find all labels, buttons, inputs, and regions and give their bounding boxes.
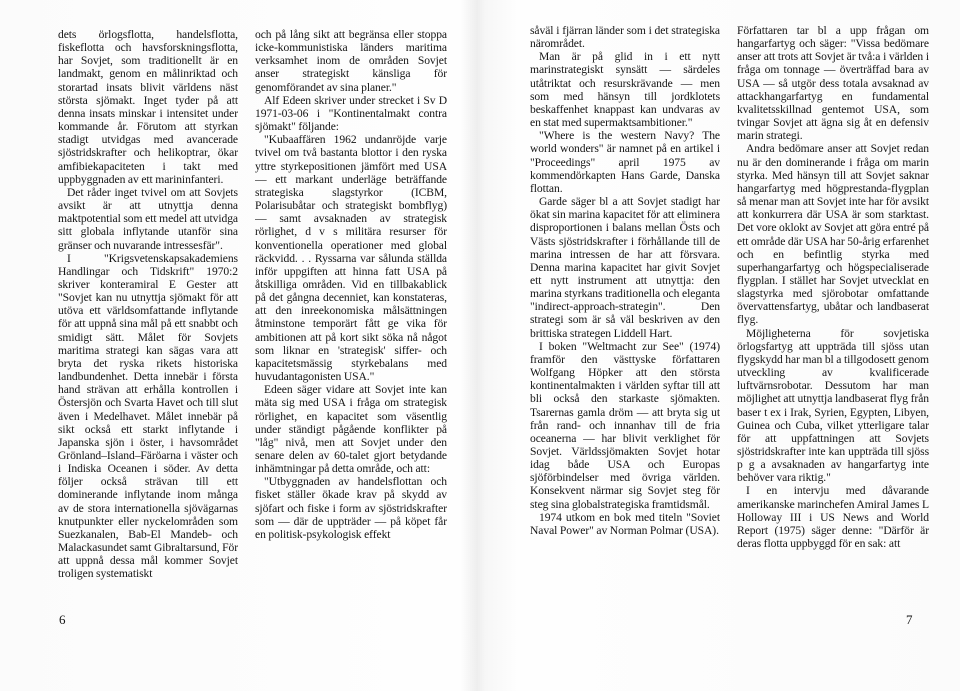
paragraph: Möjligheterna för sovjetiska örlogsfartyg att uppträda till sjöss utan flygskydd har man bl a tillgodosett genom utveckling av kvalificerade luftvärnsrobotar. Dessutom har man möjlighet att utnyttja landbaserat flyg från baser t ex i Irak, Syrien, Egypten, Libyen, Guinea och Cuba, vilket ytterligare talar för att uppfattningen att Sovjets sjöstridskrafter inte kan uppträda till sjöss p g a avsaknaden av hangarfartyg inte behöver vara riktig." [737,326,929,485]
paragraph: Författaren tar bl a upp frågan om hangarfartyg och säger: "Vissa bedömare anser att trots att Sovjet är två:a i världen i fråga om tonnage — överträffad bara av USA — så utgör dess totala avsaknad av attackhangarfartyg en fundamental kvalitetsskillnad gentemot USA, som tvingar Sovjet att ägna sig åt en defensiv marin strategi. [737,24,929,143]
left-page-column-1 [58,28,238,618]
right-page-column-2 [737,24,929,614]
page-number: 6 [59,612,66,627]
paragraph: "Kubaaffären 1962 undanröjde varje tvivel om två bastanta blottor i den ryska yttre styrkepositionen jämfört med USA — ett markant underläge beträffande strategiska slagstyrkor (ICBM, Polarisubåtar och strategiskt bombflyg) — samt avsaknaden av strategisk rörlighet, d v s militära resurser för konventionella operationer med global räckvidd. . . Ryssarna var sålunda ställda inför uppgiften att hinna fatt USA på åtskilliga områden. Vid en tillbakablick på det gångna decenniet, kan konstateras, att den inreekonomiska målsättningen åtminstone temporärt fått ge vika för ambitionen att på kort sikt söka nå något som liknar en 'strategisk' siffer- och kapacitetsmässig styrkebalans med huvudantagonisten USA." [255,133,447,384]
page-number: 7 [906,612,913,627]
paragraph: Det råder inget tvivel om att Sovjets avsikt är att utnyttja denna maktpotential som ett medel att utvidga sitt globala inflytande utanför sina gränser och nuvarande intressesfär". [58,185,238,252]
paragraph: "Utbyggnaden av handelsflottan och fisket ställer ökade krav på skydd av sjöfart och fiske i form av sjöstridskrafter som — där de uppträder — på köpet får en politisk-psykologisk effekt [255,475,447,541]
paragraph: Alf Edeen skriver under strecket i Sv D 1971-03-06 i "Kontinentalmakt contra sjömakt" följande: [255,93,447,134]
paragraph: I "Krigsvetenskapsakademiens Handlingar och Tidskrift" 1970:2 skriver konteramiral E Gester att "Sovjet kan nu utnyttja sjömakt för att utöva ett världsomfattande inflytande för att uppnå sina mål på ett snabbt och smidigt sätt. Målet för Sovjets maritima strategi kan sägas vara att bryta det ryska rikets historiska landbundenhet. Detta innebär i första hand strävan att erhålla kontrollen i Östersjön och Svarta Havet och till slut även i Medelhavet. Målet innebär på sikt också ett starkt inflytande i Japanska sjön i öster, i havsområdet Grönland–Island–Färöarna i väster och i Indiska Oceanen i söder. Av detta följer också strävan till ett dominerande inflytande inom många av de stora internationella sjövägarnas knutpunkter eller nyckelområden som Suezkanalen, Bab-El Mandeb- och Malackasundet samt Gibraltarsund, För att uppnå dessa mål kommer Sovjet troligen systematiskt [58,251,238,581]
paragraph: Andra bedömare anser att Sovjet redan nu är den dominerande i fråga om marin styrka. Med hänsyn till att Sovjet saknar hangarfartyg med högprestanda-flygplan så menar man att Sovjet inte har för avsikt att konkurrera där USA är som starktast. Det vore oklokt av Sovjet att göra entré på ett område där USA har 50-årig erfarenhet och en befintlig styrka med superhangarfartyg och högspecialiserade flygplan. I stället har Sovjet utvecklat en slagstyrka med sjörobotar omfattande övervattensfartyg, ubåtar och landbaserat flyg. [737,142,929,327]
paragraph: Garde säger bl a att Sovjet stadigt har ökat sin marina kapacitet för att eliminera disproportionen i balans mellan Östs och Västs sjöstridskrafter i förhållande till de marina intressen de har att försvara. Denna marina kapacitet har givit Sovjet ett nytt instrument att utnyttja: den marina styrkans traditionella och eleganta "indirect-approach-strategin". Den strategi som är så väl beskriven av den brittiska strategen Liddell Hart. [530,195,720,340]
paragraph: 1974 utkom en bok med titeln "Soviet Naval Power" av Norman Polmar (USA). [530,510,720,537]
paragraph: dets örlogsflotta, handelsflotta, fiskeflotta och havsforskningsflotta, har Sovjet, som traditionellt är en landmakt, genom en målinriktad och storartad insats blivit världens näst största sjömakt. Inget tyder på att denna insats minskar i intensitet under kommande år. Förutom att styrkan stadigt utvidgas med avancerade sjöstridskrafter och helikoptrar, ökar amfibiekapaciteten i takt med uppbyggnaden av ett marininfanteri. [58,28,238,186]
paragraph: Edeen säger vidare att Sovjet inte kan mäta sig med USA i fråga om strategisk rörlighet, en kapacitet som väsentlig under ständigt pågående konflikter på "låg" nivå, men att Sovjet under den senare delen av 60-talet gjort betydande inhämtningar på detta område, och att: [255,383,447,476]
left-page-column-2 [255,28,447,618]
paragraph: och på lång sikt att begränsa eller stoppa icke-kommunistiska länders maritima verksamhet inom de områden Sovjet anser strategiskt känsliga för genomförandet av sina planer." [255,28,447,94]
paragraph: "Where is the western Navy? The world wonders" är namnet på en artikel i "Proceedings" april 1975 av kommendörkapten Hans Garde, Danska flottan. [530,129,720,195]
right-page [480,0,960,691]
paragraph: I boken "Weltmacht zur See" (1974) framför den västtyske författaren Wolfgang Höpker att den största kontinentalmakten i världen syftar till att bli också den starkaste sjömakten. Tsarernas gamla dröm — att bryta sig ut från rand- och innanhav till de fria oceanerna — har blivit verklighet för Sovjet. Världssjömakten Sovjet hotar idag både USA och Europas sjöförbindelser med övriga världen. Konsekvent närmar sig Sovjet steg för steg sina globalstrategiska framtidsmål. [530,339,720,511]
right-page-column-1 [530,24,720,614]
paragraph: Man är på glid in i ett nytt marinstrategiskt synsätt — särdeles utåtriktat och resurskrävande — men som med hänsyn till jordklotets beskaffenhet knappast kan undvaras av en stat med supermaktsambitioner." [530,50,720,130]
paragraph: såväl i fjärran länder som i det strategiska närområdet. [530,24,720,51]
paragraph: I en intervju med dåvarande amerikanske marinchefen Amiral James L Holloway III i US News and World Report (1975) säger denne: "Därför är deras flotta uppbyggd för en sak: att [737,484,929,551]
